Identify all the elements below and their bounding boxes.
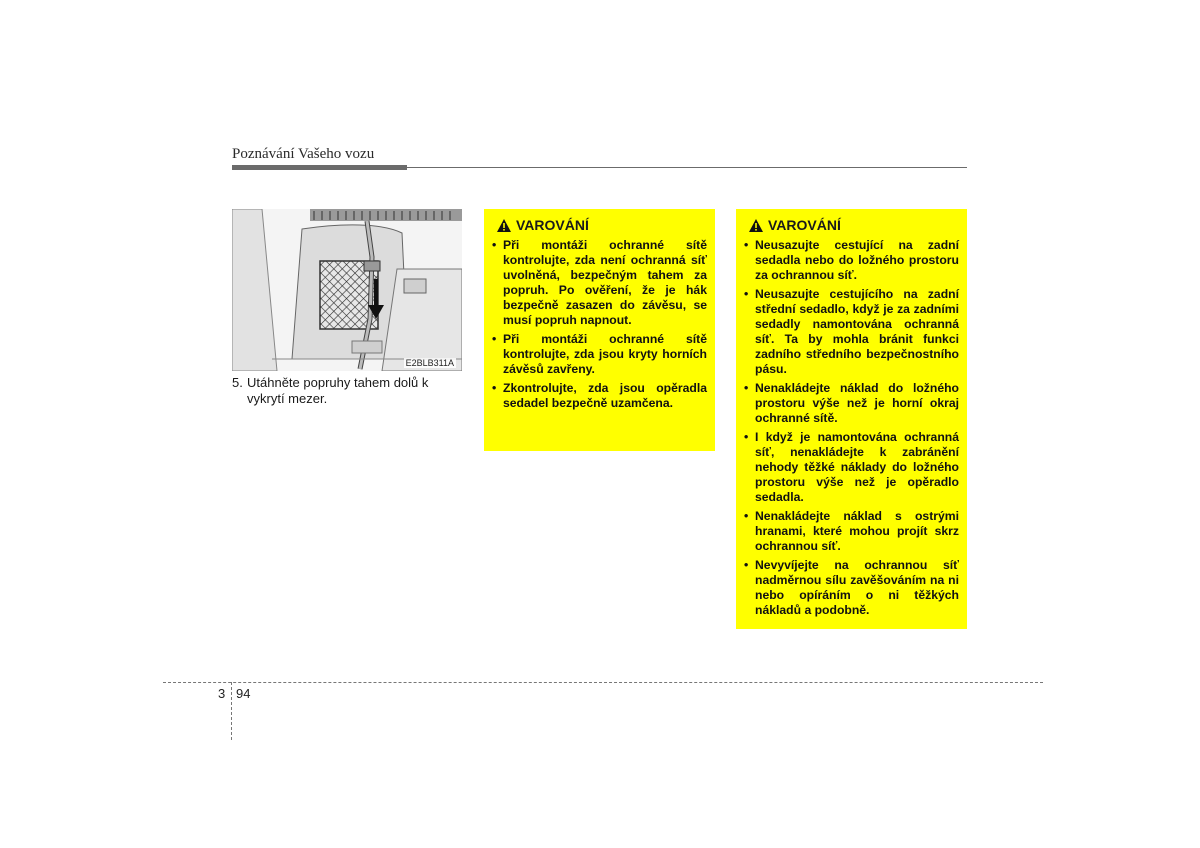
warning-box-passengers-cargo — [736, 209, 967, 629]
warning-item-text: Nenakládejte náklad do ložného prostoru výše než je horní okraj ochranné sítě. — [755, 381, 959, 425]
chapter-number: 3 — [218, 686, 226, 701]
cargo-net-drawing — [232, 209, 462, 371]
warning-item: • Zkontrolujte, zda jsou opěradla sedadel bezpečně uzamčena. — [492, 381, 707, 410]
warning-heading-text: VAROVÁNÍ — [516, 217, 589, 233]
page-number: 94 — [236, 686, 251, 701]
step-instruction — [232, 375, 464, 406]
warning-item-text: Nevyvíjejte na ochrannou síť nadměrnou sílu zavěšováním na ni nebo opíráním o ni těžkých nákladů a podobně. — [755, 558, 959, 617]
header-rule-thin — [407, 167, 967, 168]
step-text-line2: vykrytí mezer. — [247, 390, 328, 406]
warning-item-text: Zkontrolujte, zda jsou opěradla sedadel bezpečně uzamčena. — [503, 381, 707, 410]
warning-heading — [749, 217, 959, 233]
warning-item-text: Neusazujte cestujícího na zadní střední sedadlo, když je za zadními sedadly namontována ochranná síť. Ta by mohla bránit funkci zadního středního bezpečnostního pásu. — [755, 287, 959, 376]
warning-item: • Nenakládejte náklad do ložného prostoru výše než je horní okraj ochranné sítě. — [744, 381, 959, 425]
cargo-net-illustration — [232, 209, 462, 371]
warning-box-net-installation — [484, 209, 715, 451]
figure-code: E2BLB311A — [405, 358, 454, 368]
warning-item: • Neusazujte cestující na zadní sedadla nebo do ložného prostoru za ochrannou síť. — [744, 238, 959, 282]
warning-item: • Při montáži ochranné sítě kontrolujte, zda není ochranná síť uvolněná, bezpečným tahem za popruh. Po ověření, že je hák bezpečně zasazen do závěsu, se musí popruh napnout. — [492, 238, 707, 327]
footer-divider — [231, 682, 232, 740]
warning-triangle-icon — [749, 219, 763, 232]
footer-rule — [163, 682, 1043, 683]
header-rule-thick — [232, 165, 407, 170]
step-number: 5. — [232, 375, 243, 390]
warning-item: • I když je namontována ochranná síť, nenakládejte k zabránění nehody těžké náklady do ložného prostoru výše než je opěradlo sedadla. — [744, 430, 959, 504]
warning-list — [744, 238, 959, 618]
warning-item-text: I když je namontována ochranná síť, nenakládejte k zabránění nehody těžké náklady do ložného prostoru výše než je opěradlo sedadla. — [755, 430, 959, 504]
warning-item-text: Nenakládejte náklad s ostrými hranami, které mohou projít skrz ochrannou síť. — [755, 509, 959, 553]
step-text-line1: Utáhněte popruhy tahem dolů k — [247, 375, 429, 390]
warning-item: • Nenakládejte náklad s ostrými hranami, které mohou projít skrz ochrannou síť. — [744, 509, 959, 553]
page-header-title: Poznávání Vašeho vozu — [232, 146, 375, 162]
warning-item: • Neusazujte cestujícího na zadní střední sedadlo, když je za zadními sedadly namontována ochranná síť. Ta by mohla bránit funkci zadního středního bezpečnostního pásu. — [744, 287, 959, 376]
warning-list — [492, 238, 707, 411]
warning-item-text: Neusazujte cestující na zadní sedadla nebo do ložného prostoru za ochrannou síť. — [755, 238, 959, 282]
warning-triangle-icon — [497, 219, 511, 232]
warning-item-text: Při montáži ochranné sítě kontrolujte, zda není ochranná síť uvolněná, bezpečným tahem za popruh. Po ověření, že je hák bezpečně zasazen do závěsu, se musí popruh napnout. — [503, 238, 707, 327]
warning-item-text: Při montáži ochranné sítě kontrolujte, zda jsou kryty horních závěsů zavřeny. — [503, 332, 707, 376]
warning-item: • Nevyvíjejte na ochrannou síť nadměrnou sílu zavěšováním na ni nebo opíráním o ni těžkých nákladů a podobně. — [744, 558, 959, 617]
warning-heading — [497, 217, 707, 233]
warning-heading-text: VAROVÁNÍ — [768, 217, 841, 233]
warning-item: • Při montáži ochranné sítě kontrolujte, zda jsou kryty horních závěsů zavřeny. — [492, 332, 707, 376]
